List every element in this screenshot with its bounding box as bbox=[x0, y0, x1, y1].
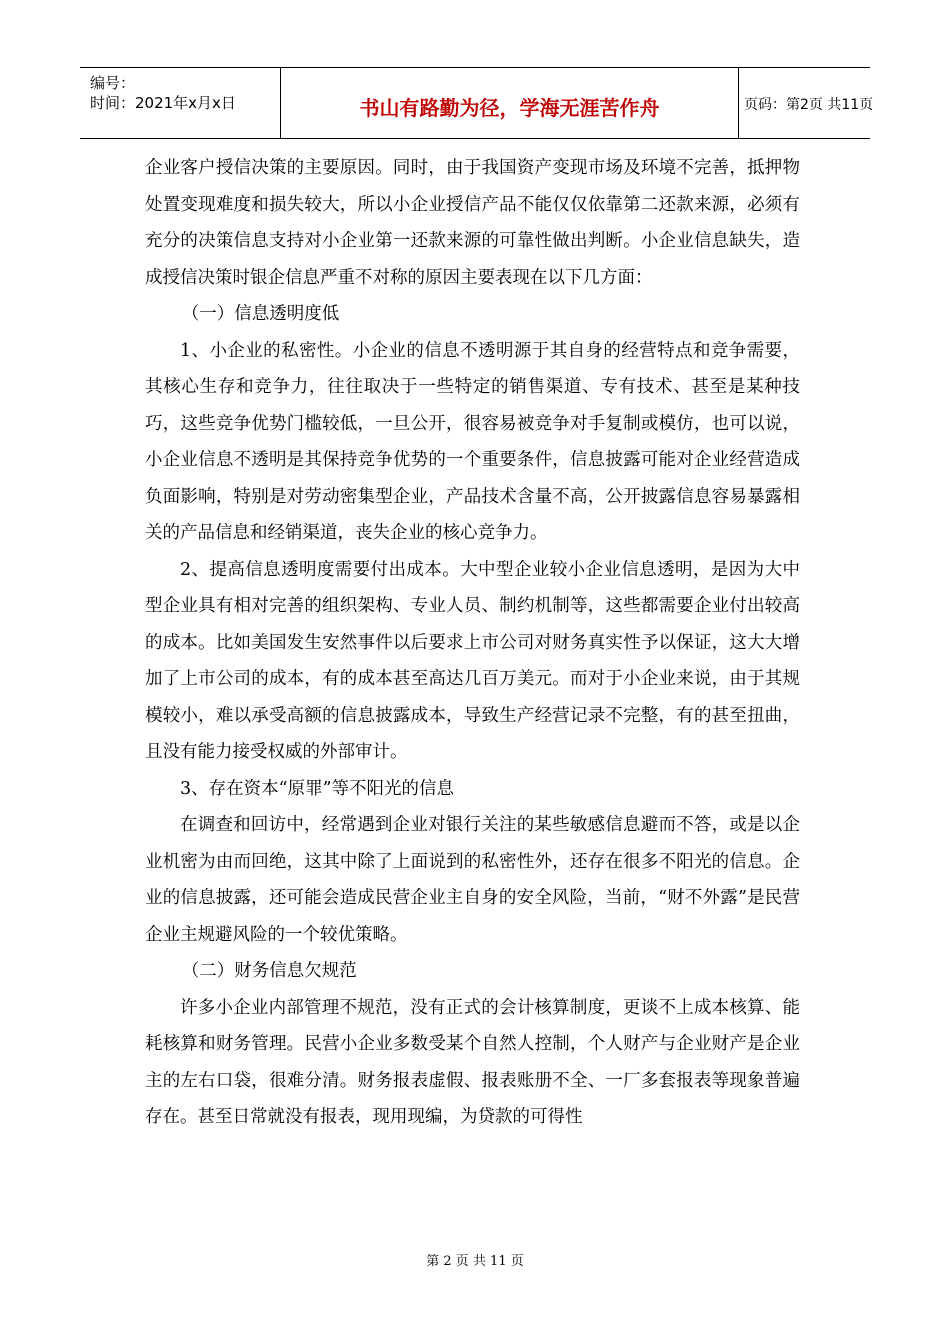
document-date-label: 时间：2021年x月x日 bbox=[90, 94, 236, 112]
section-heading-financial: （二）财务信息欠规范 bbox=[181, 961, 357, 981]
document-body bbox=[145, 150, 800, 1136]
paragraph-privacy: 1、小企业的私密性。小企业的信息不透明源于其自身的经营特点和竞争需要，其核心生存和竞争力，往往取决于一些特定的销售渠道、专有技术、甚至是某种技巧，这些竞争优势门槛较低，一旦公开，很容易被竞争对手复制或模仿，也可以说，小企业信息不透明是其保持竞争优势的一个重要条件，信息披露可能对企业经营造成负面影响，特别是对劳动密集型企业，产品技术含量不高，公开披露信息容易暴露相关的产品信息和经销渠道，丧失企业的核心竞争力。 bbox=[145, 340, 800, 543]
paragraph-cost: 2、提高信息透明度需要付出成本。大中型企业较小企业信息透明，是因为大中型企业具有相对完善的组织架构、专业人员、制约机制等，这些都需要企业付出较高的成本。比如美国发生安然事件以后要求上市公司对财务真实性予以保证，这大大增加了上市公司的成本，有的成本甚至高达几百万美元。而对于小企业来说，由于其规模较小，难以承受高额的信息披露成本，导致生产经营记录不完整，有的甚至扭曲，且没有能力接受权威的外部审计。 bbox=[145, 559, 800, 762]
header-page-cell bbox=[738, 68, 874, 138]
motto-text: 书山有路勤为径，学海无涯苦作舟 bbox=[359, 96, 660, 120]
page-footer: 第 2 页 共 11 页 bbox=[426, 1254, 524, 1269]
paragraph-management: 许多小企业内部管理不规范，没有正式的会计核算制度，更谈不上成本核算、能耗核算和财务管理。民营小企业多数受某个自然人控制，个人财产与企业财产是企业主的左右口袋，很难分清。财务报表虚假、报表账册不全、一厂多套报表等现象普遍存在。甚至日常就没有报表，现用现编，为贷款的可得性 bbox=[145, 997, 800, 1127]
paragraph-heading-original-sin: 3、存在资本“原罪”等不阳光的信息 bbox=[180, 778, 455, 799]
section-heading-transparency: （一）信息透明度低 bbox=[181, 304, 340, 324]
header-motto-cell bbox=[280, 68, 739, 138]
paragraph-intro: 企业客户授信决策的主要原因。同时，由于我国资产变现市场及环境不完善，抵押物处置变现难度和损失较大，所以小企业授信产品不能仅仅依靠第二还款来源，必须有充分的决策信息支持对小企业第一还款来源的可靠性做出判断。小企业信息缺失，造成授信决策时银企信息严重不对称的原因主要表现在以下几方面： bbox=[145, 158, 800, 288]
header-table bbox=[80, 67, 874, 139]
paragraph-survey: 在调查和回访中，经常遇到企业对银行关注的某些敏感信息避而不答，或是以企业机密为由而回绝，这其中除了上面说到的私密性外，还存在很多不阳光的信息。企业的信息披露，还可能会造成民营企业主自身的安全风险，当前，“财不外露”是民营企业主规避风险的一个较优策略。 bbox=[145, 815, 800, 945]
document-number-label: 编号： bbox=[90, 74, 136, 92]
page-number-label: 页码：第2页 共11页 bbox=[744, 97, 874, 113]
header-meta-cell bbox=[80, 68, 280, 138]
